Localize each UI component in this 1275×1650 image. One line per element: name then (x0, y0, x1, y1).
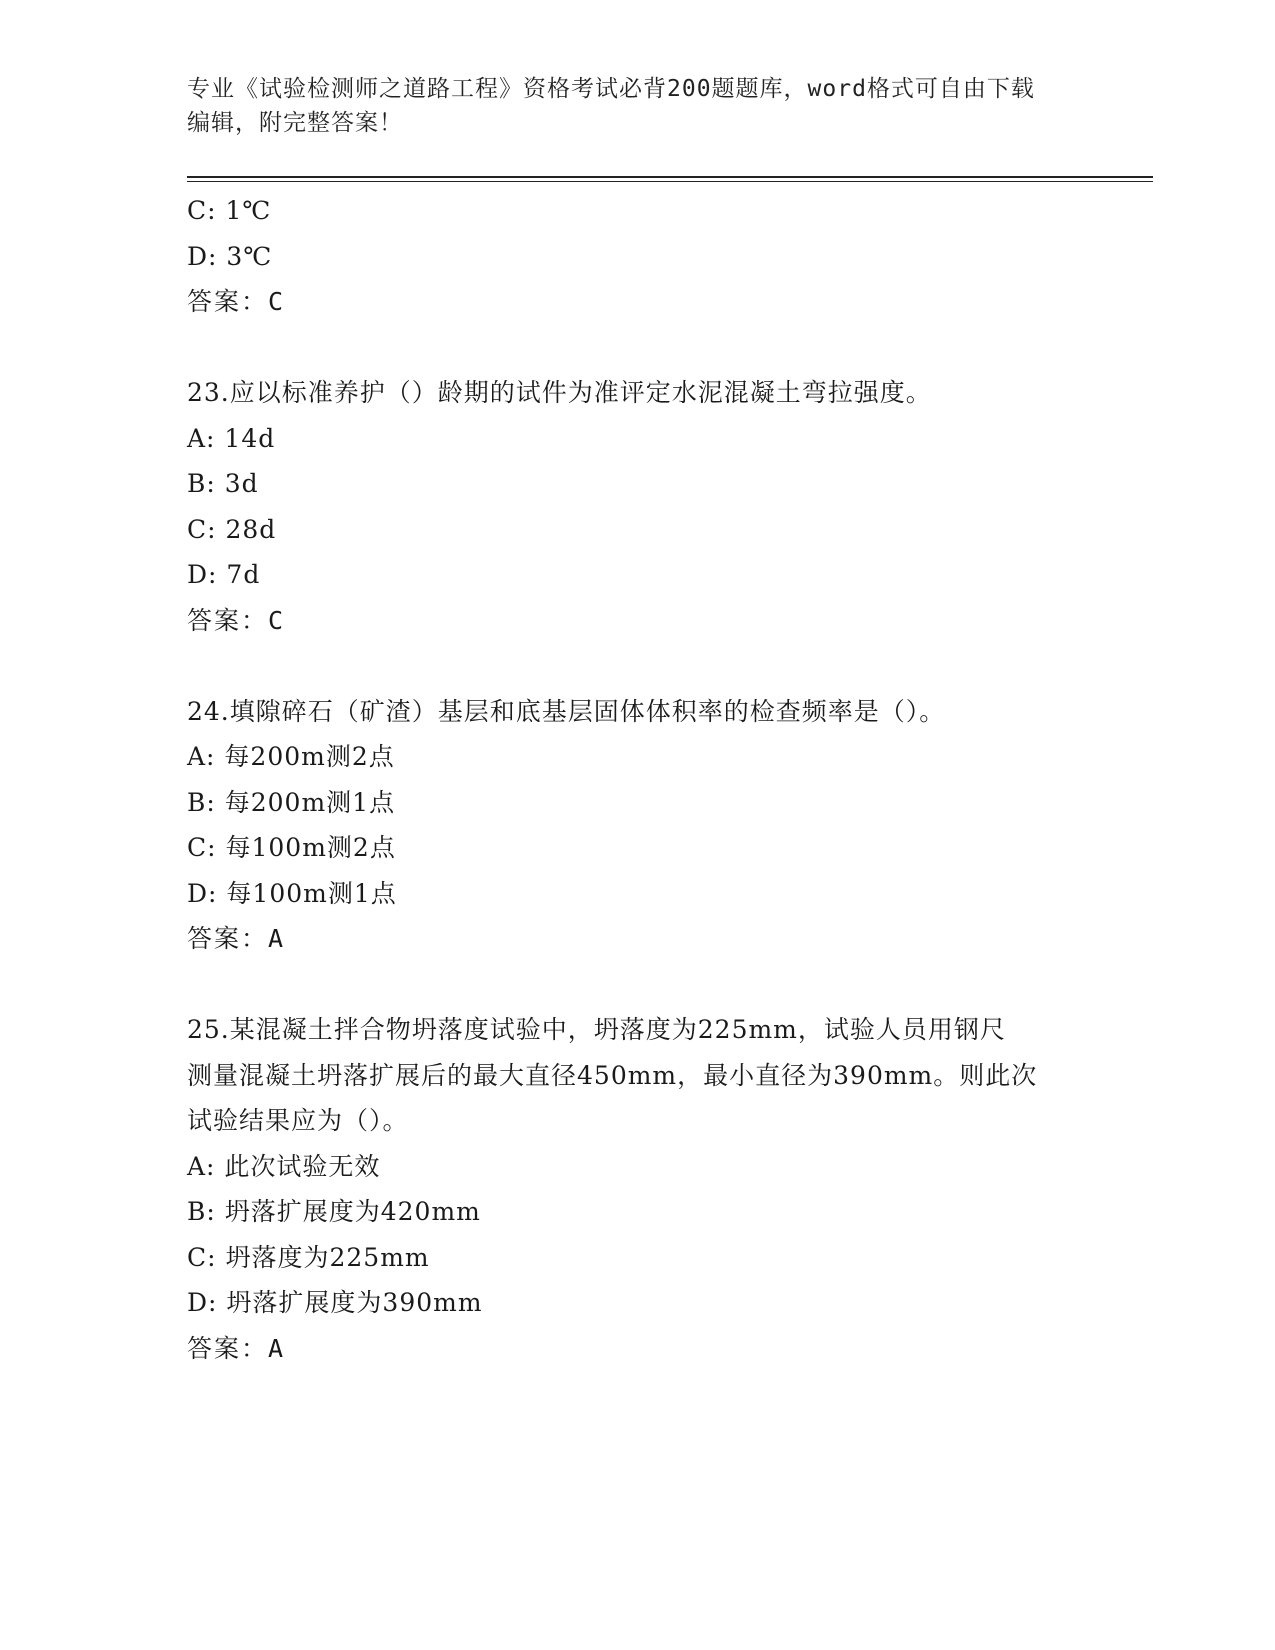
option-a: A: 此次试验无效 (187, 1151, 381, 1181)
page-header (187, 72, 1067, 140)
option-c: C: 28d (187, 514, 277, 544)
header-line-1: 专业《试验检测师之道路工程》资格考试必背200题题库，word格式可自由下载 (187, 76, 1035, 102)
question-list (187, 188, 1087, 1371)
answer-line: 答案：C (187, 605, 286, 635)
option-b: B: 3d (187, 469, 259, 498)
answer-line: 答案：A (187, 924, 286, 953)
question-22-continued (187, 188, 1087, 325)
option-c: C: 每100m测2点 (187, 833, 396, 862)
option-c: C: 1℃ (187, 196, 272, 225)
spacer (187, 325, 1087, 371)
option-d: D: 坍落扩展度为390mm (187, 1288, 483, 1317)
question-25 (187, 1007, 1087, 1371)
option-b: B: 每200m测1点 (187, 787, 396, 817)
spacer (187, 643, 1087, 689)
question-text-line-3: 试验结果应为（）。 (187, 1106, 409, 1135)
question-23 (187, 370, 1087, 643)
question-text: 23.应以标准养护（）龄期的试件为准评定水泥混凝土弯拉强度。 (187, 378, 932, 407)
option-a: A: 14d (187, 423, 276, 453)
spacer (187, 962, 1087, 1008)
question-text-line-1: 25.某混凝土拌合物坍落度试验中，坍落度为225mm，试验人员用钢尺 (187, 1015, 1006, 1044)
header-line-2: 编辑，附完整答案！ (187, 110, 403, 136)
option-b: B: 坍落扩展度为420mm (187, 1197, 481, 1226)
answer-line: 答案：A (187, 1333, 286, 1363)
answer-line: 答案：C (187, 287, 286, 316)
question-text-line-2: 测量混凝土坍落扩展后的最大直径450mm，最小直径为390mm。则此次 (187, 1060, 1038, 1090)
header-divider-thick (187, 176, 1153, 178)
option-d: D: 7d (187, 560, 261, 589)
option-d: D: 3℃ (187, 241, 273, 271)
question-24 (187, 689, 1087, 962)
header-divider-thin (187, 181, 1153, 182)
option-d: D: 每100m测1点 (187, 878, 397, 908)
question-text: 24.填隙碎石（矿渣）基层和底基层固体体积率的检查频率是（）。 (187, 696, 946, 726)
option-c: C: 坍落度为225mm (187, 1242, 430, 1272)
option-a: A: 每200m测2点 (187, 742, 395, 771)
